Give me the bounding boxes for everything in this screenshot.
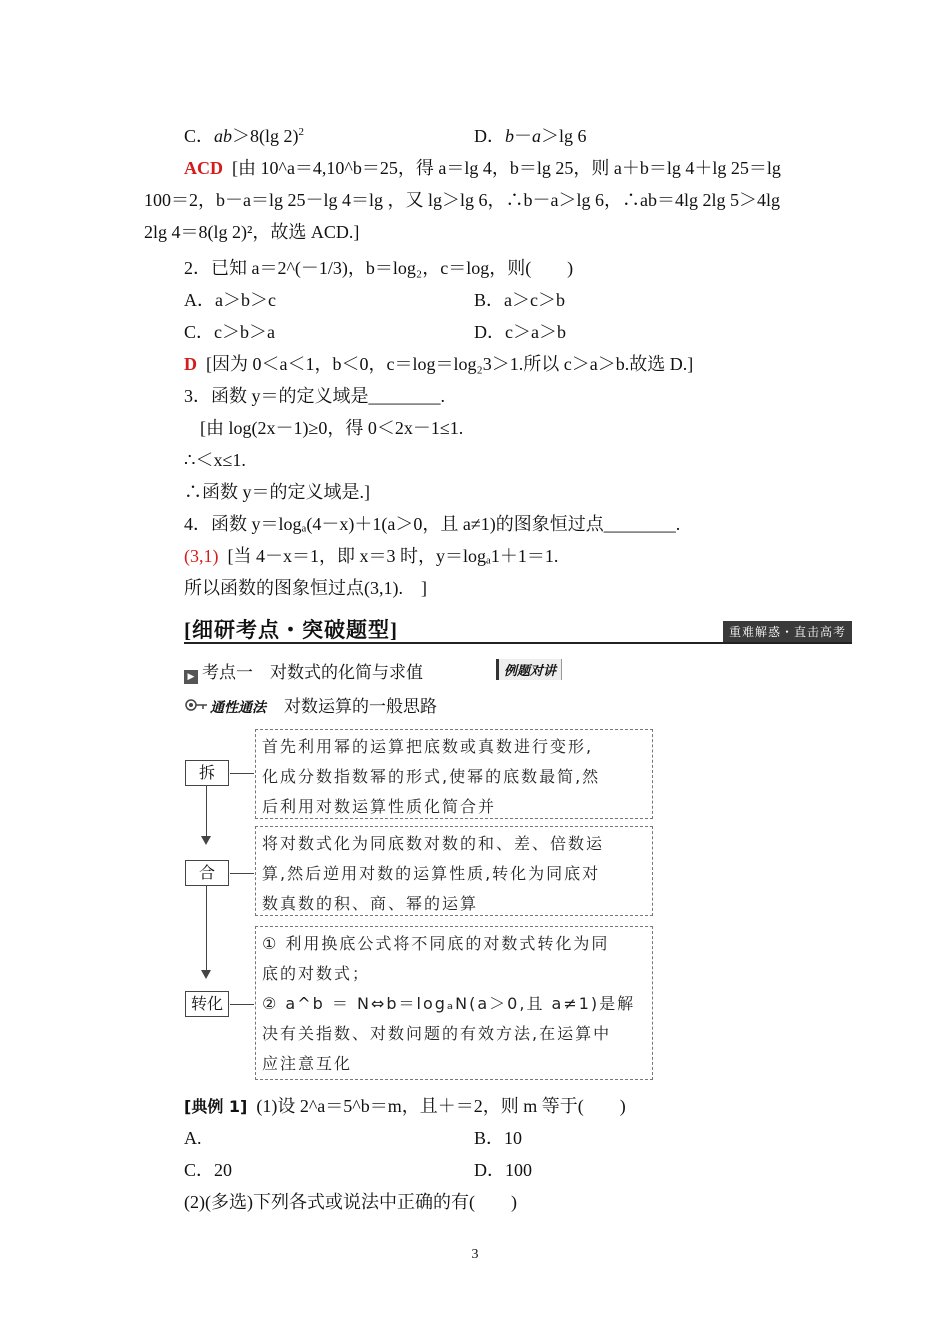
tongxing-heading: [184, 692, 437, 716]
box3-line-5: 应注意互化: [262, 1054, 353, 1073]
section-tag: 重难解惑・直击高考: [723, 621, 852, 642]
example1-part2: (2)(多选)下列各式或说法中正确的有( ): [184, 1192, 517, 1212]
box1-line-3: 后利用对数运算性质化简合并: [262, 797, 497, 816]
section-header: [184, 614, 852, 640]
flow-box-he: [255, 826, 653, 916]
q4-solution-line-2: 所以函数的图象恒过点(3,1). ]: [184, 578, 427, 598]
q2-stem: 2．已知 a＝2^(－1/3)，b＝log₂，c＝log，则( ): [184, 258, 574, 278]
q2-option-a: A．a＞b＞c: [184, 290, 276, 310]
kaodian-tag: 例题对讲: [496, 659, 562, 680]
example1-option-c: C．20: [184, 1160, 233, 1180]
flow-arrow-1: [201, 836, 211, 845]
box3-line-4: 决有关指数、对数问题的有效方法,在运算中: [262, 1024, 612, 1043]
q4-stem: 4．函数 y＝logₐ(4－x)＋1(a＞0，且 a≠1)的图象恒过点________.: [184, 514, 681, 534]
flow-node-chai: 拆: [185, 760, 229, 786]
example1-option-d: D．100: [474, 1160, 532, 1180]
page-number: 3: [471, 1247, 479, 1262]
q3-solution-line-2: ∴＜x≤1.: [184, 450, 246, 470]
q4-solution-line-1: (3,1) [当 4－x＝1，即 x＝3 时，y＝logₐ1＋1＝1.: [184, 546, 559, 566]
q1-solution-line-1: ACD [由 10^a＝4,10^b＝25，得 a＝lg 4，b＝lg 25，则 a＋b＝lg 4＋lg 25＝lg: [184, 158, 781, 178]
q1-option-d: D．b－a＞lg 6: [474, 126, 587, 146]
example1-stem: [典例 1] (1)设 2^a＝5^b＝m，且＋＝2，则 m 等于( ): [184, 1096, 626, 1116]
flow-link-1: [230, 773, 254, 774]
box3-line-1: ① 利用换底公式将不同底的对数式转化为同: [262, 934, 610, 953]
flow-node-he: 合: [185, 860, 229, 886]
q1-option-c: C．ab＞8(lg 2)$^2$: [184, 126, 305, 146]
flow-connector-2: [206, 886, 207, 970]
box1-line-2: 化成分数指数幂的形式,使幂的底数最简,然: [262, 767, 601, 786]
box3-line-3: ② a^b ＝ N⇔b＝logₐN(a＞0,且 a≠1)是解: [262, 994, 636, 1013]
kaodian-title: 考点一 对数式的化简与求值: [202, 663, 423, 683]
q2-option-b: B．a＞c＞b: [474, 290, 565, 310]
flow-link-2: [230, 873, 254, 874]
q2-answer: D: [184, 354, 197, 374]
box2-line-2: 算,然后逆用对数的运算性质,转化为同底对: [262, 864, 601, 883]
tongxing-title: 对数运算的一般思路: [284, 697, 437, 717]
flow-link-3: [230, 1004, 254, 1005]
play-triangle-icon: ▶: [184, 670, 198, 684]
flow-box-chai: [255, 729, 653, 819]
flow-arrow-2: [201, 970, 211, 979]
kaodian-heading: [184, 658, 423, 682]
key-icon: [184, 698, 208, 716]
section-rule: [184, 642, 852, 644]
box2-line-1: 将对数式化为同底数对数的和、差、倍数运: [262, 834, 605, 853]
box2-line-3: 数真数的积、商、幂的运算: [262, 894, 479, 913]
flow-connector-1: [206, 786, 207, 836]
flow-node-zhuanhua: 转化: [185, 991, 229, 1017]
tongxing-label: 通性通法: [210, 700, 266, 716]
example1-option-a: A.: [184, 1128, 202, 1148]
q3-solution-line-3: ∴函数 y＝的定义域是.]: [184, 482, 370, 502]
box3-line-2: 底的对数式；: [262, 964, 371, 983]
q3-solution-line-1: [由 log(2x－1)≥0，得 0＜2x－1≤1.: [200, 418, 464, 438]
example1-label: [典例 1]: [184, 1097, 248, 1116]
example1-option-b: B．10: [474, 1128, 523, 1148]
flow-box-zhuanhua: [255, 926, 653, 1080]
q4-answer: (3,1): [184, 546, 219, 566]
q2-solution: D [因为 0＜a＜1，b＜0，c＝log＝log₂3＞1.所以 c＞a＞b.故选 D.]: [184, 354, 694, 374]
q2-option-c: C．c＞b＞a: [184, 322, 275, 342]
q3-stem: 3．函数 y＝的定义域是________.: [184, 386, 445, 406]
q2-option-d: D．c＞a＞b: [474, 322, 566, 342]
q1-solution-line-2: 100＝2，b－a＝lg 25－lg 4＝lg ，又 lg＞lg 6，∴b－a＞lg 6，∴ab＝4lg 2lg 5＞4lg: [144, 190, 780, 210]
box1-line-1: 首先利用幂的运算把底数或真数进行变形,: [262, 737, 594, 756]
q1-solution-line-3: 2lg 4＝8(lg 2)²，故选 ACD.]: [144, 222, 360, 242]
q1-answer: ACD: [184, 158, 223, 178]
section-title: [细研考点・突破题型]: [184, 618, 398, 642]
